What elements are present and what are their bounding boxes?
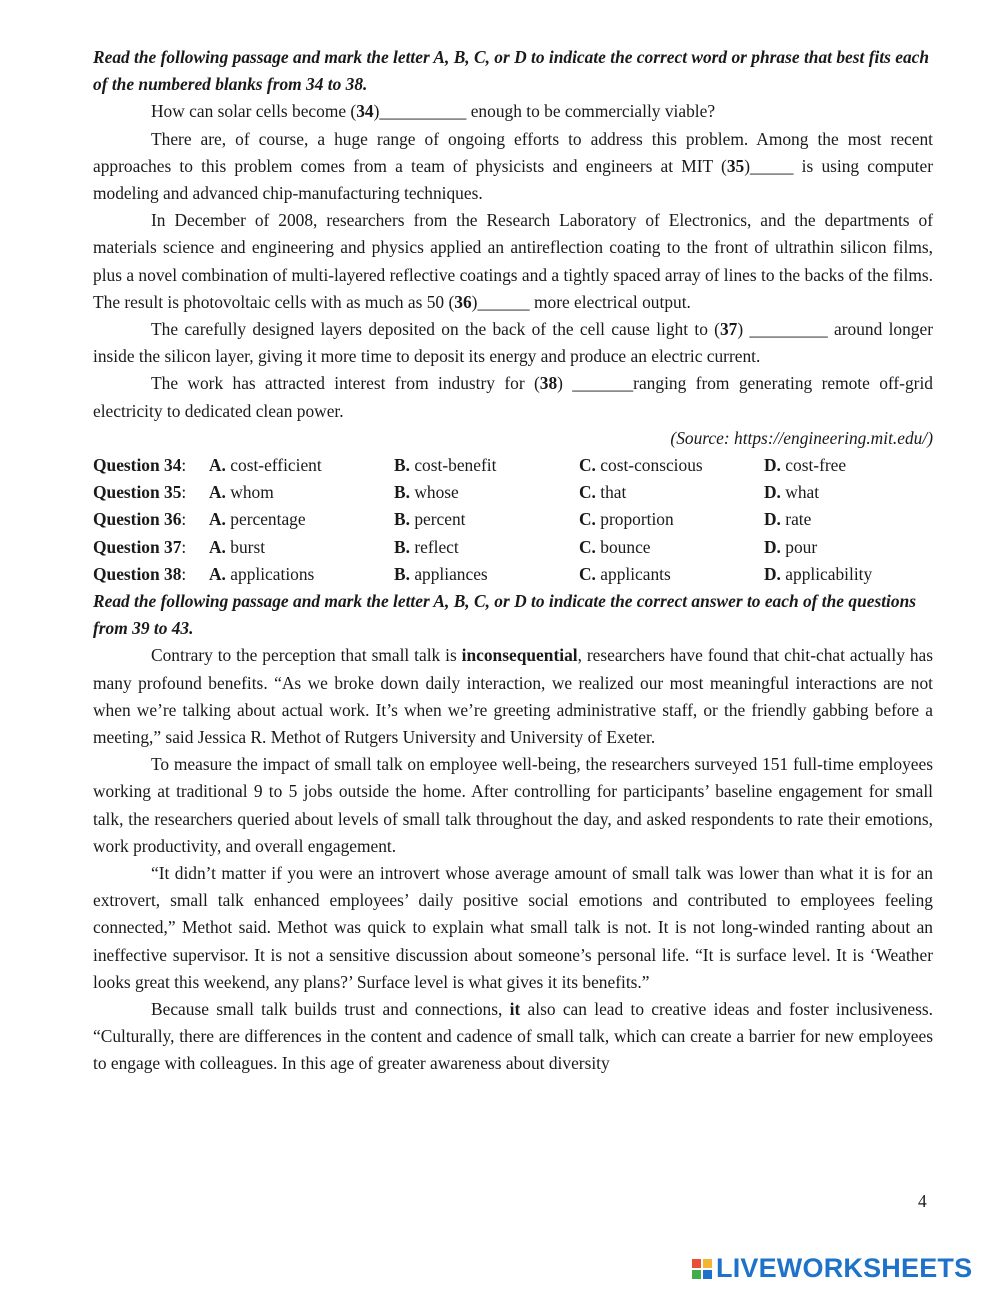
section1-instruction: Read the following passage and mark the letter A, B, C, or D to indicate the correct word or phrase that best fits each of the numbered blanks from 34 to 38. [93,47,930,95]
question-row-34: Question 34: A. cost-efficient B. cost-benefit C. cost-conscious D. cost-free [93,452,933,479]
section2-instruction: Read the following passage and mark the letter A, B, C, or D to indicate the correct answer to each of the questions from 39 to 43. [93,590,917,639]
blank-number-38: 38 [539,373,558,394]
logo-grid-icon [692,1259,712,1279]
question-table [93,452,933,588]
option-c[interactable]: C. proportion [579,509,674,530]
option-d[interactable]: D. applicability [764,563,873,584]
passage2-paragraph-3: “It didn’t matter if you were an introvert whose average amount of small talk was lower than what it is for an extrovert, small talk enhanced employees’ daily positive social emotions and contributed to employees feeling connected,” Methot said. Methot was quick to explain what small talk is not. It is not long-winded ranting about an ineffective supervisor. It is not a sensitive discussion about someone’s personal life. “It is surface level. It is ‘Weather looks great this weekend, any plans?’ Surface level is what gives it its benefits.” [93,863,933,992]
passage1-paragraph-4: The carefully designed layers deposited on the back of the cell cause light to (37) _________ around longer inside the silicon layer, giving it more time to deposit its energy and produce an electric current. [93,319,934,367]
blank-number-36: 36 [454,291,472,312]
option-c[interactable]: C. cost-conscious [579,455,703,476]
option-a[interactable]: A. burst [209,536,266,557]
highlighted-pronoun: it [509,999,521,1020]
option-c[interactable]: C. bounce [579,536,651,557]
passage2-paragraph-4: Because small talk builds trust and connections, it also can lead to creative ideas and foster inclusiveness. “Culturally, there are differences in the content and cadence of small talk, which can create a barrier for new employees to engage with colleagues. In this age of greater awareness about diversity [93,999,933,1074]
option-c[interactable]: C. applicants [579,563,671,584]
passage2-paragraph-2: To measure the impact of small talk on employee well-being, the researchers surveyed 151 full-time employees working at traditional 9 to 5 jobs outside the home. After controlling for participants’ baseline engagement for small talk, the researchers queried about levels of small talk throughout the day, and asked respondents to rate their emotions, work productivity, and overall engagement. [93,754,933,856]
logo-text: LIVEWORKSHEETS [716,1253,973,1283]
blank-number-35: 35 [726,155,745,176]
highlighted-word: inconsequential [461,645,578,666]
option-a[interactable]: A. percentage [209,509,306,530]
option-b[interactable]: B. reflect [394,536,459,557]
option-a[interactable]: A. applications [209,563,315,584]
question-row-37: Question 37: A. burst B. reflect C. bounce D. pour [93,534,933,561]
passage2-paragraph-1: Contrary to the perception that small talk is inconsequential, researchers have found that chit-chat actually has many profound benefits. “As we broke down daily interaction, we realized our most meaningful interactions are not when we’re talking about actual work. It’s when we’re greeting administrative staff, or the friendly gabbing before a meeting,” said Jessica R. Methot of Rutgers University and University of Exeter. [93,645,934,747]
question-row-35: Question 35: A. whom B. whose C. that D. what [93,479,933,506]
option-d[interactable]: D. rate [764,509,812,530]
option-b[interactable]: B. appliances [394,563,488,584]
option-d[interactable]: D. what [764,482,820,503]
passage1-paragraph-1: How can solar cells become (34)__________ enough to be commercially viable? [151,101,716,122]
option-b[interactable]: B. cost-benefit [394,455,497,476]
question-row-36: Question 36: A. percentage B. percent C. proportion D. rate [93,506,933,533]
option-a[interactable]: A. cost-efficient [209,455,322,476]
option-d[interactable]: D. pour [764,536,818,557]
option-b[interactable]: B. percent [394,509,466,530]
worksheet-page [93,44,933,1078]
passage1-paragraph-3: In December of 2008, researchers from the Research Laboratory of Electronics, and the departments of materials science and engineering and physics applied an antireflection coating to the front of ultrathin silicon films, plus a novel combination of multi-layered reflective coatings and a tightly spaced array of lines to the backs of the films. The result is photovoltaic cells with as much as 50 (36)______ more electrical output. [93,210,933,312]
blank-number-34: 34 [356,101,374,122]
passage1-paragraph-2: There are, of course, a huge range of ongoing efforts to address this problem. Among the most recent approaches to this problem comes from a team of physicists and engineers at MIT (35)_____ is using computer modeling and advanced chip-manufacturing techniques. [93,128,933,204]
question-row-38: Question 38: A. applications B. appliances C. applicants D. applicability [93,561,933,588]
option-a[interactable]: A. whom [209,482,274,503]
option-b[interactable]: B. whose [394,482,459,503]
liveworksheets-logo [692,1253,972,1284]
option-c[interactable]: C. that [579,482,627,503]
blank-number-37: 37 [719,319,738,340]
option-d[interactable]: D. cost-free [764,455,847,476]
passage1-source: (Source: https://engineering.mit.edu/) [670,427,933,448]
passage1-paragraph-5: The work has attracted interest from industry for (38) _______ranging from generating remote off-grid electricity to dedicated clean power. [93,373,933,421]
page-number: 4 [918,1191,927,1211]
